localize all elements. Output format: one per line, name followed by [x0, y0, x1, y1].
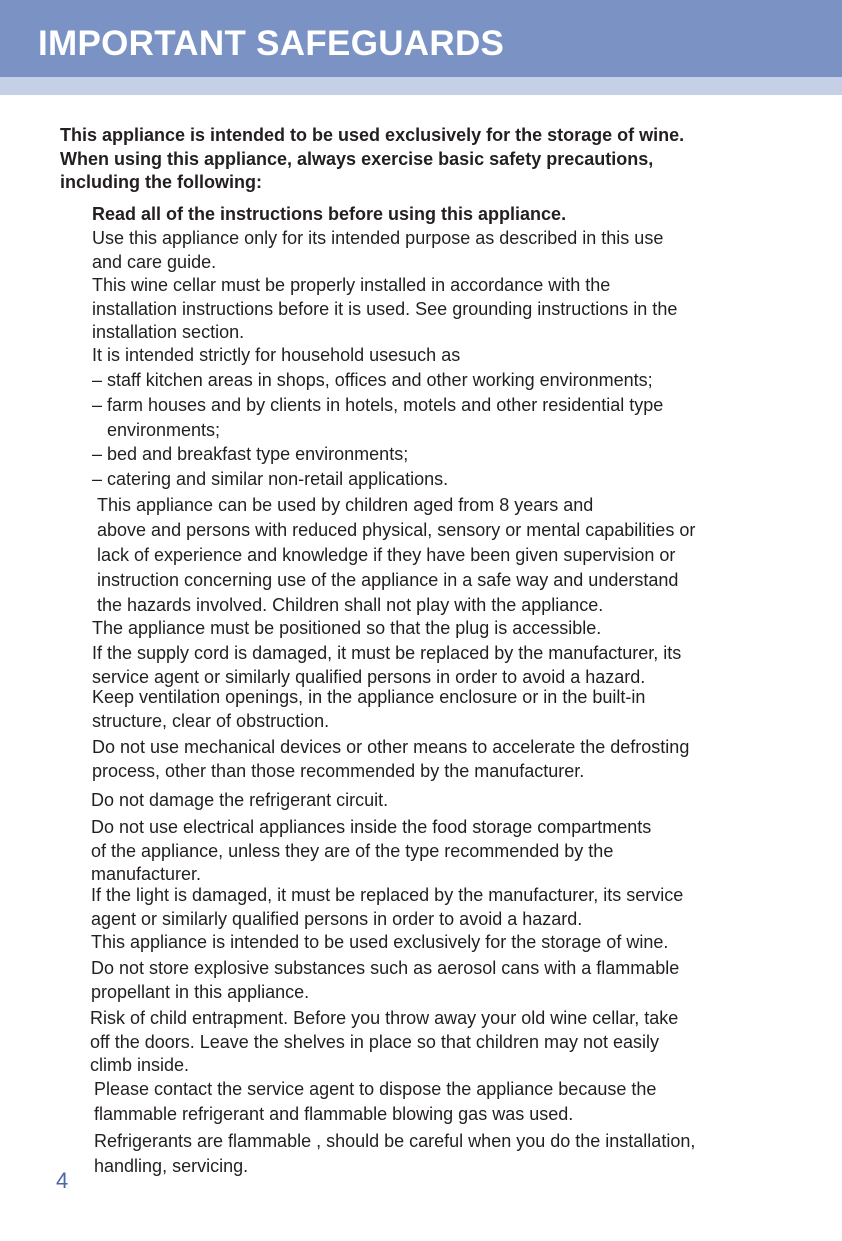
list-item-text	[92, 203, 566, 227]
list-item-text	[92, 736, 689, 783]
list-item-line: propellant in this appliance.	[91, 981, 310, 1002]
page-number: 4	[56, 1168, 69, 1193]
sub-list	[92, 368, 663, 492]
list-item-line: lack of experience and knowledge if they have been given supervision or	[97, 545, 676, 565]
list-item-line: above and persons with reduced physical, sensory or mental capabilities or	[97, 520, 696, 540]
list-item-text	[92, 686, 645, 733]
intro-line: When using this appliance, always exercise basic safety precautions,	[60, 148, 654, 169]
list-item-line: This appliance is intended to be used exclusively for the storage of wine.	[91, 932, 669, 952]
list-item-line: off the doors. Leave the shelves in place so that children may not easily	[90, 1031, 660, 1052]
list-item-text	[92, 344, 460, 368]
sub-list-item: environments;	[92, 419, 221, 440]
list-item-text	[94, 1077, 656, 1126]
list-item-line: installation section.	[92, 322, 245, 342]
list-item-text	[92, 617, 601, 641]
list-item-line: Do not use mechanical devices or other means to accelerate the defrosting	[92, 737, 690, 757]
list-item-line: If the supply cord is damaged, it must be replaced by the manufacturer, its	[92, 643, 682, 663]
list-item-line: Do not damage the refrigerant circuit.	[91, 790, 389, 810]
intro-line: This appliance is intended to be used exclusively for the storage of wine.	[60, 125, 685, 145]
list-item-line: Risk of child entrapment. Before you throw away your old wine cellar, take	[90, 1008, 679, 1028]
list-item-line: This wine cellar must be properly installed in accordance with the	[92, 275, 611, 295]
list-item-text	[92, 227, 663, 274]
list-item-line: Do not store explosive substances such as aerosol cans with a flammable	[91, 958, 680, 978]
list-item-line: flammable refrigerant and flammable blowing gas was used.	[94, 1103, 574, 1124]
list-item-line: handling, servicing.	[94, 1155, 249, 1176]
list-item-text	[91, 931, 668, 955]
list-item-line: the hazards involved. Children shall not play with the appliance.	[97, 595, 604, 615]
list-item-line: instruction concerning use of the appliance in a safe way and understand	[97, 570, 679, 590]
sub-list-item: – catering and similar non-retail applications.	[92, 469, 449, 490]
list-item-text	[90, 1007, 678, 1078]
list-item-line: The appliance must be positioned so that the plug is accessible.	[92, 618, 602, 638]
list-item-line: Read all of the instructions before using this appliance.	[92, 204, 567, 224]
list-item-line: Use this appliance only for its intended purpose as described in this use	[92, 228, 664, 248]
list-item-line: This appliance can be used by children aged from 8 years and	[97, 495, 594, 515]
list-item-line: process, other than those recommended by the manufacturer.	[92, 760, 585, 781]
list-item-line: climb inside.	[90, 1055, 190, 1075]
list-item-text	[97, 493, 695, 618]
list-item-line: If the light is damaged, it must be replaced by the manufacturer, its service	[91, 885, 684, 905]
list-item-line: and care guide.	[92, 251, 217, 272]
sub-list-item: – bed and breakfast type environments;	[92, 444, 409, 465]
list-item-line: Please contact the service agent to dispose the appliance because the	[94, 1079, 657, 1099]
list-item-line: manufacturer.	[91, 864, 202, 884]
list-item-line: agent or similarly qualified persons in order to avoid a hazard.	[91, 908, 583, 929]
sub-list-item: – staff kitchen areas in shops, offices and other working environments;	[92, 370, 653, 390]
list-item-line: service agent or similarly qualified persons in order to avoid a hazard.	[92, 666, 646, 687]
intro-paragraph	[60, 124, 820, 195]
list-item-text	[94, 1129, 695, 1178]
list-item-line: It is intended strictly for household usesuch as	[92, 345, 461, 365]
sub-list-item: – farm houses and by clients in hotels, motels and other residential type	[92, 394, 664, 415]
list-item-text	[92, 642, 681, 689]
header-stripe	[0, 77, 842, 95]
list-item-text	[91, 957, 679, 1004]
list-item-text	[91, 884, 683, 931]
list-item-text	[91, 816, 651, 887]
list-item-line: structure, clear of obstruction.	[92, 710, 330, 731]
page-title: IMPORTANT SAFEGUARDS	[38, 24, 505, 63]
list-item-line: of the appliance, unless they are of the type recommended by the	[91, 840, 614, 861]
list-item-line: installation instructions before it is used. See grounding instructions in the	[92, 298, 678, 319]
list-item-text	[92, 274, 677, 345]
list-item-text	[91, 789, 388, 813]
list-item-line: Do not use electrical appliances inside the food storage compartments	[91, 817, 652, 837]
list-item-line: Keep ventilation openings, in the appliance enclosure or in the built-in	[92, 687, 646, 707]
intro-line: including the following:	[60, 172, 262, 192]
list-item-line: Refrigerants are flammable , should be careful when you do the installation,	[94, 1131, 696, 1151]
